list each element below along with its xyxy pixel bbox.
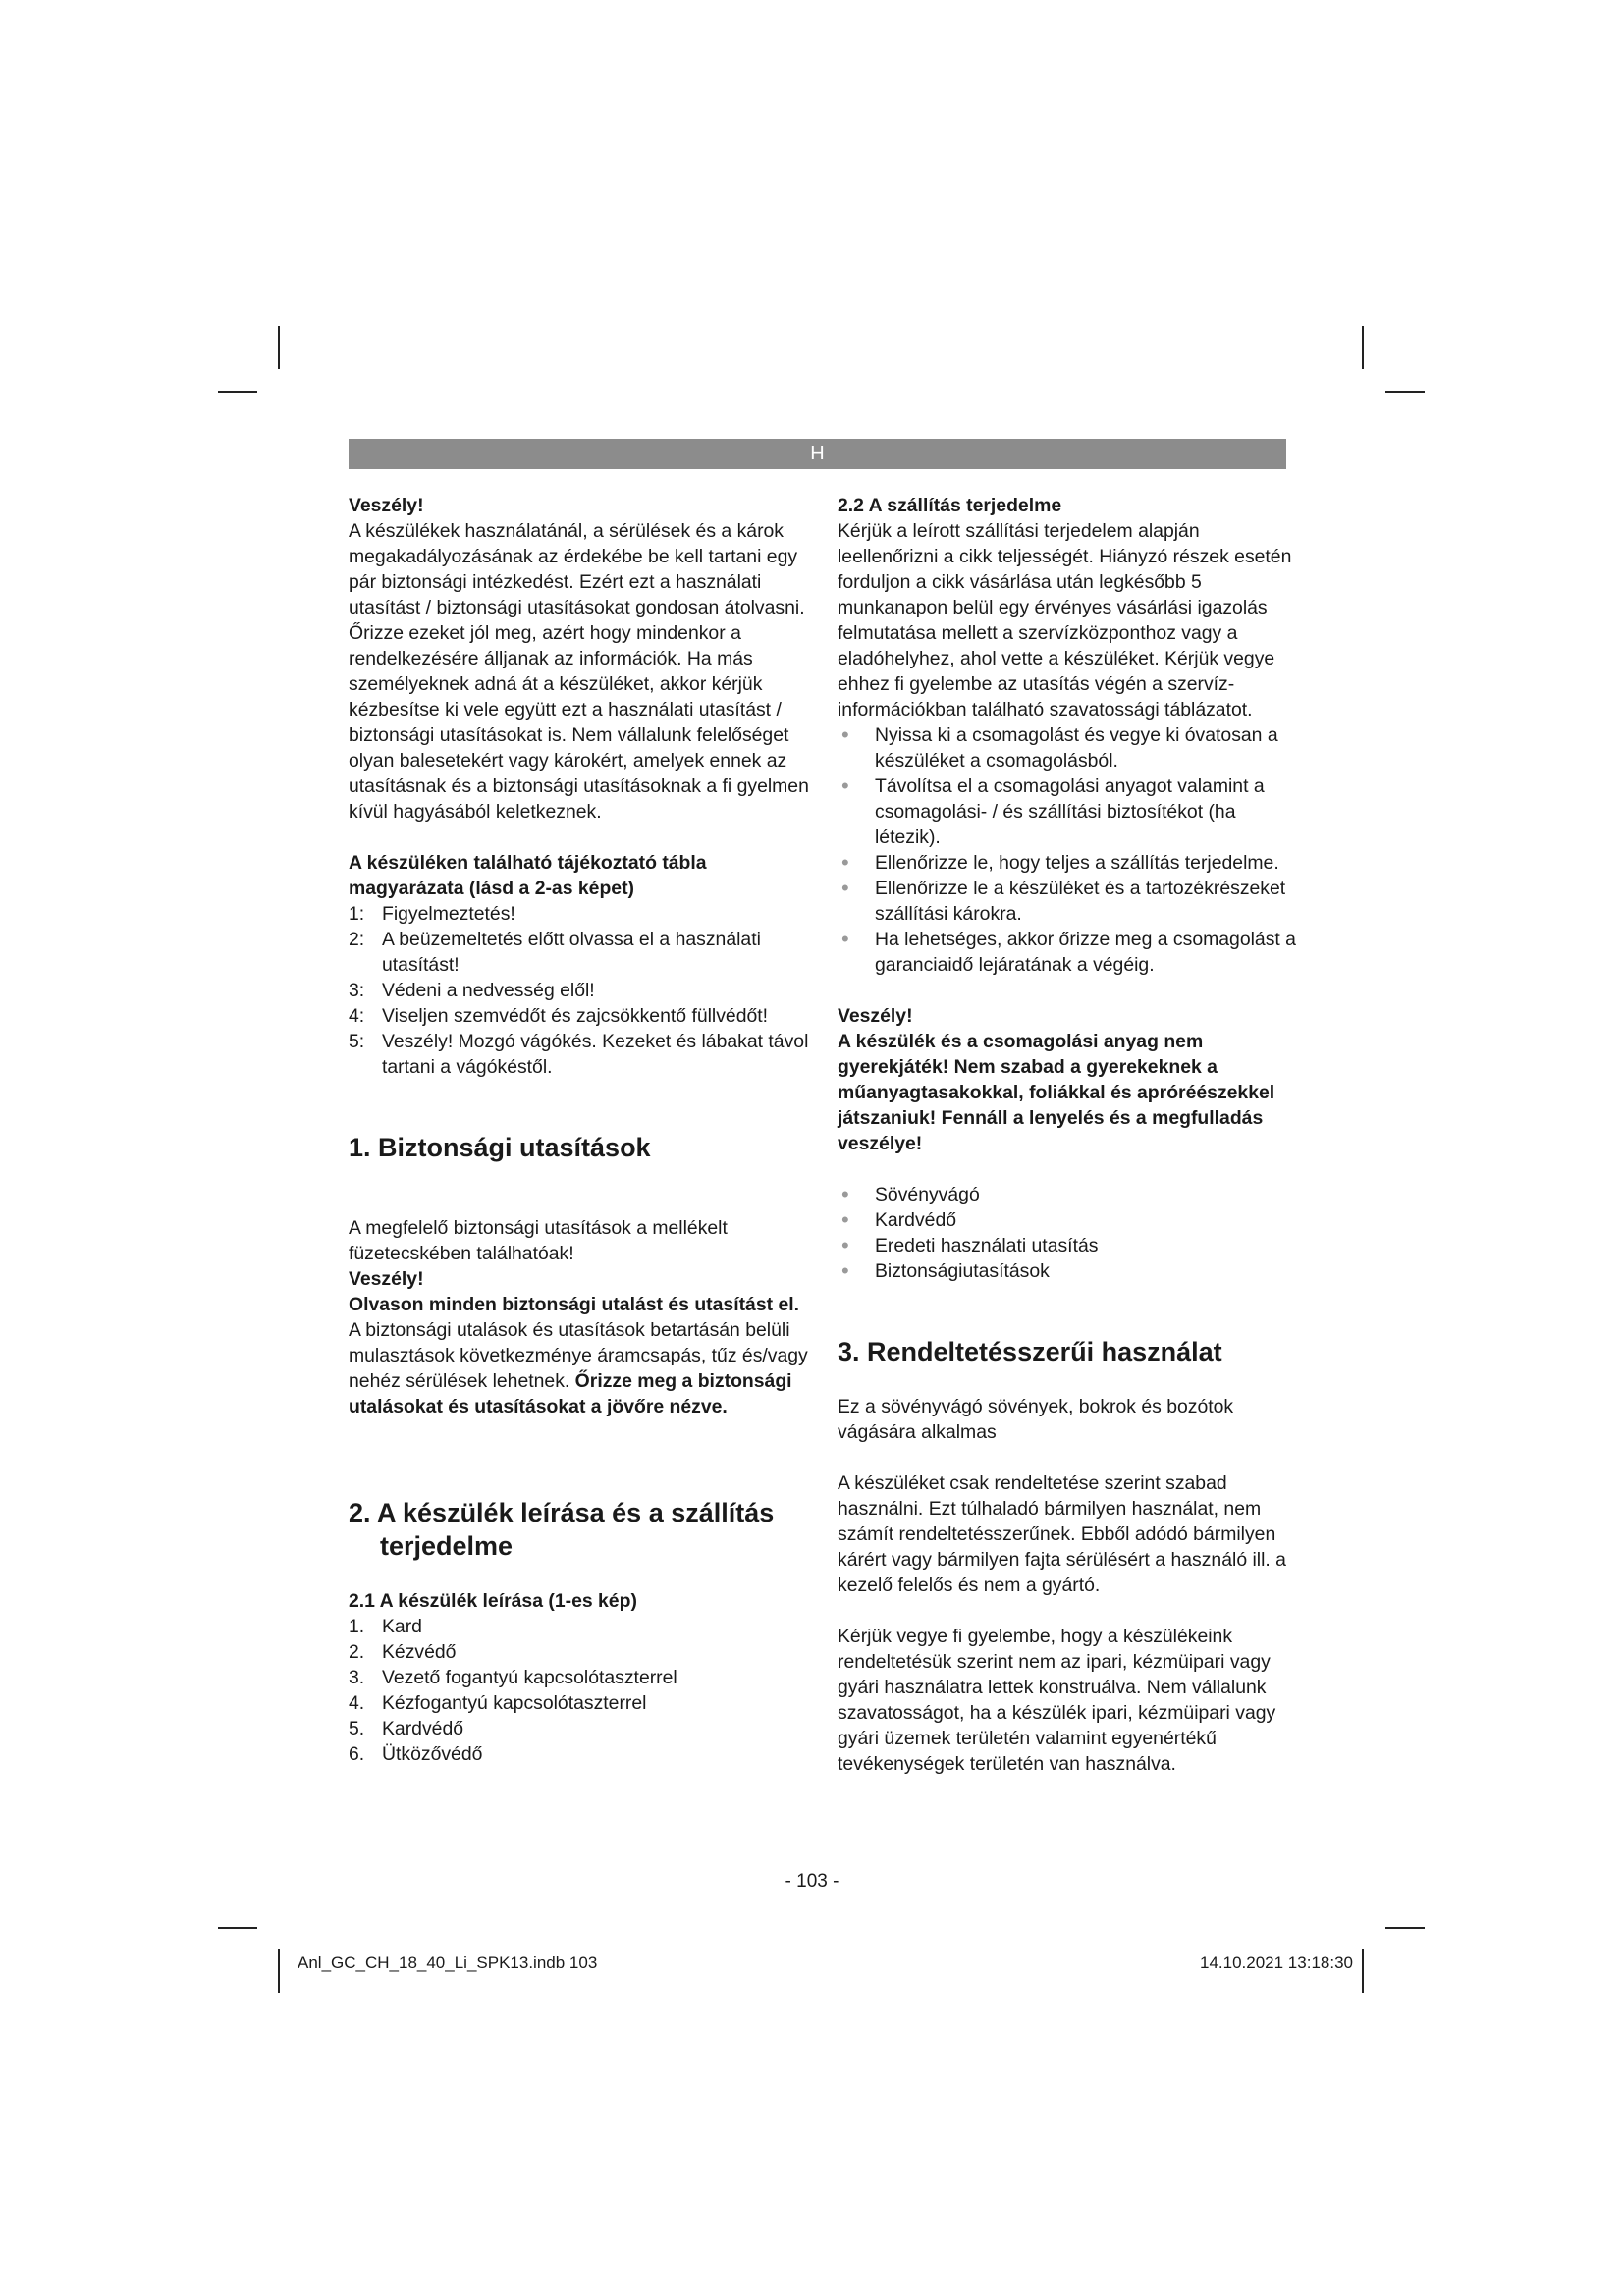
list-item: 3. Vezető fogantyú kapcsolótaszterrel [349, 1667, 677, 1688]
section-3-paragraph-2: A készüléket csak rendeltetése szerint szabad használni. Ezt túlhaladó bármilyen használat, nem számít rendeltetésszerűnek. Ebből adódó bármilyen kárért vagy bármilyen fajta sérülésért a használó ill. a kezelő felelős és nem a gyártó. [838, 1472, 1286, 1596]
bullet-icon: • [841, 876, 849, 900]
list-item: 1. Kard [349, 1616, 422, 1637]
parts-list [349, 1614, 810, 1767]
section-3-paragraph-1: Ez a sövényvágó sövények, bokrok és bozótok vágására alkalmas [838, 1396, 1234, 1443]
left-column [349, 493, 810, 1767]
crop-mark [1362, 326, 1364, 369]
list-item: 5: Veszély! Mozgó vágókés. Kezeket és lábakat távol tartani a vágókéstől. [349, 1031, 809, 1078]
sign-explanation-heading: A készüléken található tájékoztató tábla magyarázata (lásd a 2-as képet) [349, 852, 707, 899]
bullet-icon: • [841, 1233, 849, 1257]
danger-heading: Veszély! [349, 495, 424, 516]
section-1-warning: Olvason minden biztonsági utalást és utasítást el. A biztonsági utalások és utasítások betartásán belüli mulasztások következménye áramcsapás, tűz és/vagy nehéz sérülések lehetnek. Őrizze meg a biztonsági utalásokat és utasításokat a jövőre nézve. [349, 1294, 808, 1417]
bullet-icon: • [841, 927, 849, 951]
bullet-icon: • [841, 1207, 849, 1232]
section-3-title: 3. Rendeltetésszerűi használat [838, 1337, 1222, 1366]
list-item: • Ha lehetséges, akkor őrizze meg a csomagolást a garanciaidő lejáratának a végéig. [841, 927, 1296, 976]
intro-paragraph: A készülékek használatánál, a sérülések és a károk megakadályozásának az érdekébe be kell tartani egy pár biztonsági intézkedést. Ezért ezt a használati utasítást / biztonsági utasításokat gondosan átolvasni. Őrizze ezeket jól meg, azért hogy mindenkor a rendelkezésére álljanak az információk. Ha más személyeknek adná át a készüléket, akkor kérjük kézbesítse ki vele együtt ezt a használati utasítást / biztonsági utasításokat is. Nem vállalunk felelőséget olyan balesetekért vagy károkért, amelyek ennek az utasításnak és a biztonsági utasításoknak a fi gyelmen kívül hagyásából keletkeznek. [349, 520, 809, 823]
list-item: • Eredeti használati utasítás [841, 1233, 1099, 1257]
packaging-danger-text: A készülék és a csomagolási anyag nem gyerekjáték! Nem szabad a gyerekeknek a műanyagtasakokkal, foliákkal és apróréészekkel játszaniuk! Fennáll a lenyelés és a megfulladás veszélye! [838, 1031, 1275, 1154]
list-item: • Nyissa ki a csomagolást és vegye ki óvatosan a készüléket a csomagolásból. [841, 722, 1278, 772]
crop-mark [1385, 1927, 1425, 1929]
list-item: • Kardvédő [841, 1207, 957, 1232]
crop-mark [278, 1949, 280, 1993]
list-item: 5. Kardvédő [349, 1718, 464, 1739]
crop-mark [218, 391, 257, 393]
list-item: 4. Kézfogantyú kapcsolótaszterrel [349, 1692, 647, 1714]
page-number: - 103 - [785, 1871, 839, 1892]
section-2-title: 2. A készülék leírása és a szállítás terjedelme [349, 1498, 775, 1561]
crop-mark [1362, 1949, 1364, 1993]
list-item: 2: A beüzemeltetés előtt olvassa el a használati utasítást! [349, 929, 761, 976]
subsection-2-1-title: 2.1 A készülék leírása (1-es kép) [349, 1590, 637, 1612]
packaging-danger-heading: Veszély! [838, 1005, 913, 1027]
subsection-2-2-title: 2.2 A szállítás terjedelme [838, 495, 1062, 516]
list-item: • Ellenőrizze le, hogy teljes a szállítás terjedelme. [841, 850, 1279, 875]
section-1-danger: Veszély! [349, 1268, 424, 1290]
right-column [838, 493, 1299, 1777]
footer-file-name: Anl_GC_CH_18_40_Li_SPK13.indb 103 [298, 1953, 598, 1972]
crop-mark [1385, 391, 1425, 393]
bullet-icon: • [841, 850, 849, 875]
language-code: H [810, 443, 825, 464]
list-item: 4: Viseljen szemvédőt és zajcsökkentő füllvédőt! [349, 1005, 769, 1027]
section-3-paragraph-3: Kérjük vegye fi gyelembe, hogy a készülékeink rendeltetésük szerint nem az ipari, kézmüipari vagy gyári használatra lettek konstruálva. Nem vállalunk szavatosságot, ha a készülék ipari, kézmüipari vagy gyári üzemek területén valamint egyenértékű tevékenységek területén van használva. [838, 1626, 1276, 1775]
bullet-icon: • [841, 774, 849, 798]
list-item: 6. Ütközővédő [349, 1743, 483, 1765]
delivery-steps-list [838, 722, 1299, 978]
list-item: • Sövényvágó [841, 1182, 980, 1206]
subsection-2-2-paragraph: Kérjük a leírott szállítási terjedelem alapján leellenőrizni a cikk teljességét. Hiányzó részek esetén forduljon a cikk vásárlása után legkésőbb 5 munkanapon belül egy érvényes vásárlási igazolás felmutatása mellett a szervízközponthoz vagy a eladóhelyhez, ahol vette a készüléket. Kérjük vegye ehhez fi gyelembe az utasítás végén a szervíz-információkban található szavatossági táblázatot. [838, 520, 1292, 721]
list-item: • Ellenőrizze le a készüléket és a tartozékrészeket szállítási károkra. [841, 876, 1286, 925]
list-item: 1: Figyelmeztetés! [349, 903, 515, 925]
list-item: 2. Kézvédő [349, 1641, 457, 1663]
crop-mark [218, 1927, 257, 1929]
contents-list [838, 1182, 1299, 1284]
crop-mark [278, 326, 280, 369]
section-1-title: 1. Biztonsági utasítások [349, 1133, 651, 1162]
section-1-paragraph: A megfelelő biztonsági utasítások a mellékelt füzetecskében találhatóak! [349, 1217, 728, 1264]
list-item: • Távolítsa el a csomagolási anyagot valamint a csomagolási- / és szállítási biztosítékot (ha létezik). [841, 774, 1265, 848]
bullet-icon: • [841, 1182, 849, 1206]
bullet-icon: • [841, 722, 849, 747]
sign-list [349, 901, 810, 1080]
language-header-bar [349, 439, 1286, 469]
list-item: 3: Védeni a nedvesség elől! [349, 980, 595, 1001]
bullet-icon: • [841, 1258, 849, 1283]
footer-timestamp: 14.10.2021 13:18:30 [1200, 1953, 1353, 1972]
list-item: • Biztonságiutasítások [841, 1258, 1050, 1283]
